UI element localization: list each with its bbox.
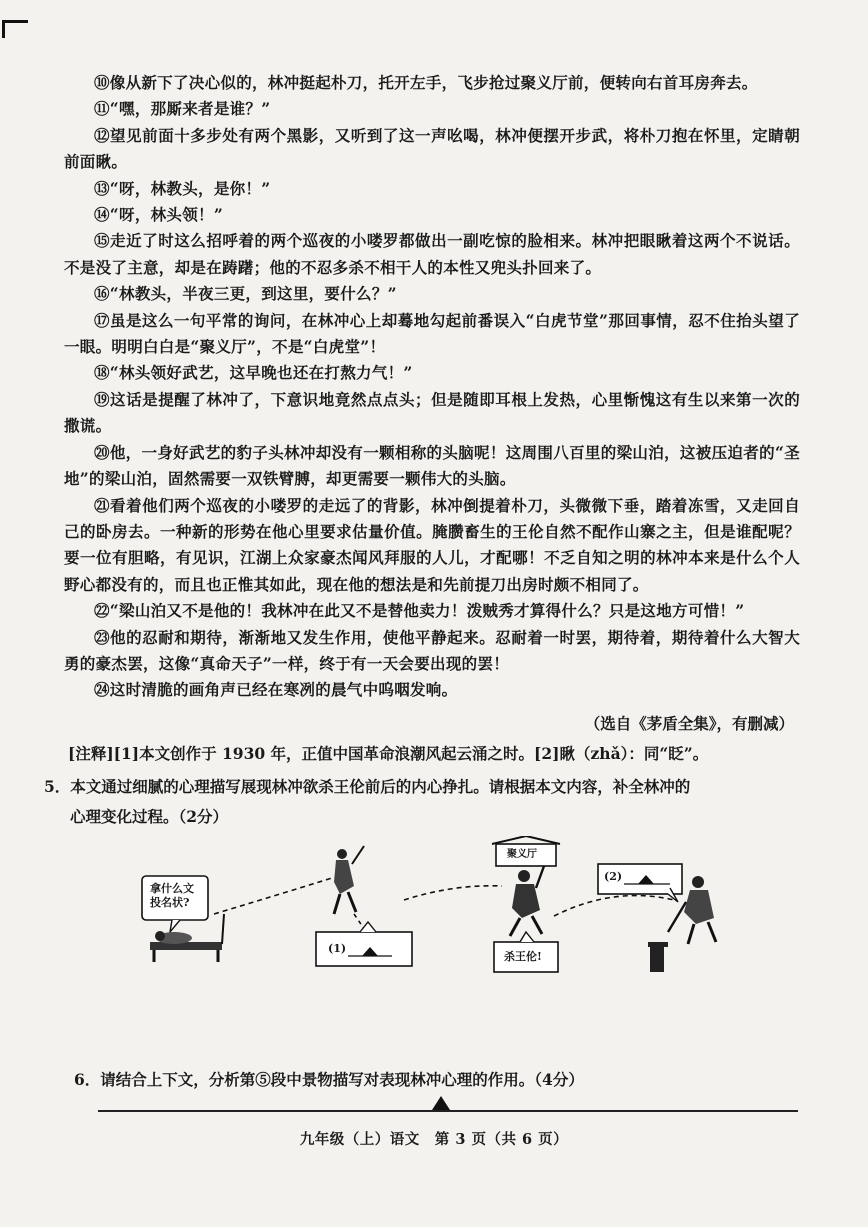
- paragraph-17: ⑰虽是这么一句平常的询问，在林冲心上却蓦地勾起前番误入“白虎节堂”那回事情，忍不住抬头望了一眼。明明白白是“聚义厅”，不是“白虎堂”！: [64, 310, 800, 357]
- paragraph-16: ⑯“林教头，半夜三更，到这里，要什么？”: [94, 284, 397, 304]
- paragraph-22: ㉒“梁山泊又不是他的！我林冲在此又不是替他卖力！泼贼秀才算得什么？只是这地方可惜！”: [94, 601, 745, 621]
- answer-box-1-label: (1): [328, 941, 347, 955]
- annotation-note: [注释][1]本文创作于 1930 年，正值中国革命浪潮风起云涌之时。[2]瞅（zhǎ）：同“眨”。: [68, 743, 709, 763]
- source-citation: （选自《茅盾全集》，有删减）: [584, 713, 794, 733]
- question-5-line1: 5．本文通过细腻的心理描写展现林冲欲杀王伦前后的内心挣扎。请根据本文内容，补全林冲的: [44, 776, 691, 796]
- kill-bubble-text: 杀王伦!: [504, 949, 542, 963]
- page-triangle-marker: [432, 1096, 450, 1110]
- page-divider-line: [98, 1110, 798, 1112]
- thought-bubble-1-text: [150, 882, 194, 910]
- question-5-line2: 心理变化过程。（2分）: [70, 806, 229, 826]
- paragraph-10: ⑩像从新下了决心似的，林冲挺起朴刀，托开左手，飞步抢过聚义厅前，便转向右首耳房奔去。: [94, 73, 758, 92]
- paragraph-14: ⑭“呀，林头领！”: [94, 205, 224, 225]
- paragraph-24: ㉔这时清脆的画角声已经在寒冽的晨气中呜咽发响。: [94, 680, 458, 700]
- paragraph-13: ⑬“呀，林教头，是你！”: [94, 178, 271, 198]
- question-5: [44, 772, 800, 832]
- paragraph-11: ⑪“嘿，那厮来者是谁？”: [94, 99, 271, 119]
- plaque-text: 聚义厅: [507, 848, 537, 860]
- paragraph-19: ⑲这话是提醒了林冲了，下意识地竟然点点头；但是随即耳根上发热，心里惭愧这有生以来第一次的撒谎。: [64, 389, 800, 436]
- document-body: [44, 70, 800, 986]
- lin-chong-lying-icon: [150, 914, 224, 962]
- paragraph-15: ⑮走近了时这么招呼着的两个巡夜的小喽罗都做出一副吃惊的脸相来。林冲把眼瞅着这两个不说话。不是没了主意，却是在踌躇；他的不忍多杀不相干人的本性又兜头扑回来了。: [64, 231, 800, 277]
- paragraph-20: ⑳他，一身好武艺的豹子头林冲却没有一颗相称的头脑呢！这周围八百里的梁山泊，这被压迫者的“圣地”的梁山泊，固然需要一双铁臂膊，却更需要一颗伟大的头脑。: [64, 442, 800, 489]
- thought-bubble-1-line2: 投名状?: [150, 895, 190, 909]
- page-footer: 九年级（上）语文 第 3 页（共 6 页）: [299, 1131, 569, 1148]
- corner-crop-mark-vertical: [2, 20, 5, 38]
- psychology-flow-illustration: [64, 836, 800, 986]
- lin-chong-with-blade-icon: [510, 866, 544, 936]
- thought-bubble-1-line1: 拿什么文: [150, 881, 194, 895]
- illustration-drawing: [64, 836, 800, 986]
- paragraph-18: ⑱“林头领好武艺，这早晚也还在打熬力气！”: [94, 363, 413, 383]
- question-6: 6．请结合上下文，分析第⑤段中景物描写对表现林冲心理的作用。（4分）: [74, 1070, 584, 1089]
- paragraph-23: ㉓他的忍耐和期待，渐渐地又发生作用，使他平静起来。忍耐着一时罢，期待着，期待着什么大智大勇的豪杰罢，这像“真命天子”一样，终于有一天会要出现的罢！: [64, 627, 800, 673]
- corner-crop-mark: [2, 20, 28, 23]
- paragraph-12: ⑫望见前面十多步处有两个黑影，又听到了这一声吆喝，林冲便摆开步武，将朴刀抱在怀里，定睛朝前面瞅。: [64, 125, 800, 172]
- paragraph-21: ㉑看着他们两个巡夜的小喽罗的走远了的背影，林冲倒提着朴刀，头微微下垂，踏着冻雪，又走回自己的卧房去。一种新的形势在他心里要求估量价值。腌臜畜生的王伦自然不配作山寨之主，但是谁配呢？要一位有胆略，有见识，江湖上众家豪杰闻风拜服的人儿，才配哪！不乏自知之明的林冲本来是什么个人野心都没有的，而且也正惟其如此，现在他的想法是和先前提刀出房时颇不相同了。: [64, 495, 800, 594]
- answer-box-2-label: (2): [604, 869, 623, 883]
